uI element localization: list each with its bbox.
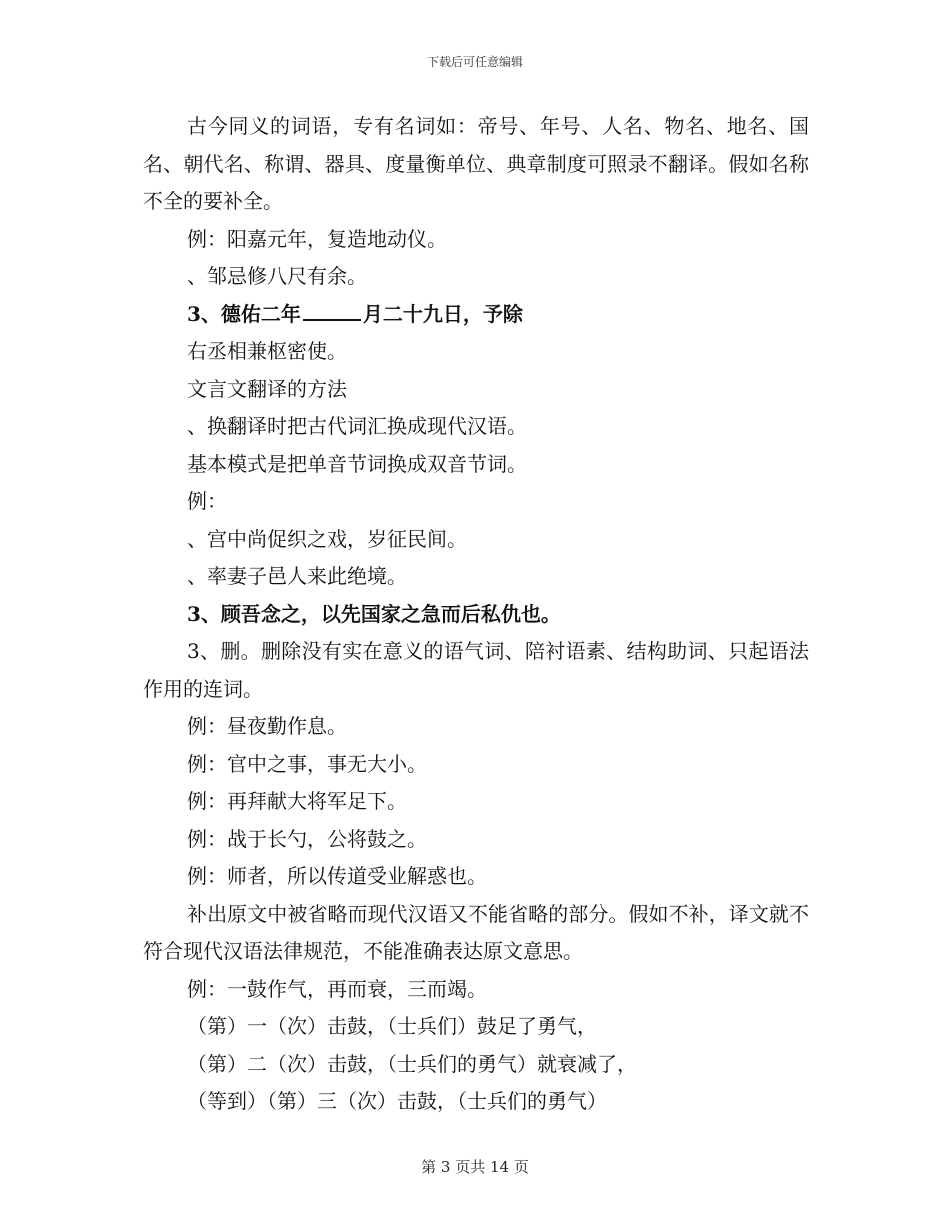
paragraph-example-zaibai: 例：再拜献大将军足下。 [187, 789, 407, 813]
paragraph-example-yangjia: 例：阳嘉元年，复造地动仪。 [187, 226, 447, 251]
paragraph-example-shizhe: 例：师者，所以传道受业解惑也。 [187, 864, 487, 888]
deyou-text-after: 月二十九日，予除 [362, 301, 523, 326]
paragraph-example-zouji: 、邹忌修八尺有余。 [187, 264, 367, 288]
paragraph-method-delete: 3、删。删除没有实在意义的语气词、陪衬语素、结构助词、只起语法作用的连词。 [143, 639, 809, 701]
paragraph-example-changshao: 例：战于长勺，公将鼓之。 [187, 826, 427, 851]
paragraph-example-cuzhi: 、宫中尚促织之戏，岁征民间。 [187, 526, 467, 551]
paragraph-basic-mode: 基本模式是把单音节词换成双音节词。 [187, 451, 527, 476]
page-header: 下载后可任意编辑 [426, 55, 523, 69]
paragraph-method-replace: 、换翻译时把古代词汇换成现代汉语。 [187, 414, 527, 438]
paragraph-method-title: 文言文翻译的方法 [187, 376, 347, 401]
paragraph-deyou-heading [143, 296, 809, 334]
deyou-text-before: 3、德佑二年 [187, 301, 301, 326]
page-footer: 第 3 页共 14 页 [421, 1158, 529, 1176]
paragraph-translation-second: （第）二（次）击鼓，（士兵们的勇气）就衰减了， [187, 1051, 637, 1076]
paragraph-method-supplement: 补出原文中被省略而现代汉语又不能省略的部分。假如不补，译文就不符合现代汉语法律规范，不能准确表达原文意思。 [143, 901, 809, 963]
paragraph-youcheng: 右丞相兼枢密使。 [187, 339, 347, 363]
paragraph-proper-nouns: 古今同义的词语，专有名词如：帝号、年号、人名、物名、地名、国名、朝代名、称谓、器具、度量衡单位、典章制度可照录不翻译。假如名称不全的要补全。 [143, 114, 809, 213]
paragraph-example-zhouye: 例：昼夜勤作息。 [187, 714, 347, 738]
fill-in-blank [303, 301, 361, 321]
document-body [143, 108, 809, 1121]
paragraph-example-guanzhong: 例：官中之事，事无大小。 [187, 751, 427, 776]
paragraph-translation-first: （第）一（次）击鼓，（士兵们）鼓足了勇气， [187, 1014, 597, 1038]
paragraph-guwu-heading: 3、顾吾念之，以先国家之急而后私仇也。 [187, 601, 561, 626]
paragraph-example-label: 例： [187, 489, 227, 513]
paragraph-example-qizi: 、率妻子邑人来此绝境。 [187, 564, 407, 588]
paragraph-translation-third: （等到）（第）三（次）击鼓，（士兵们的勇气） [187, 1089, 607, 1113]
paragraph-example-yigu: 例：一鼓作气，再而衰，三而竭。 [187, 976, 487, 1001]
